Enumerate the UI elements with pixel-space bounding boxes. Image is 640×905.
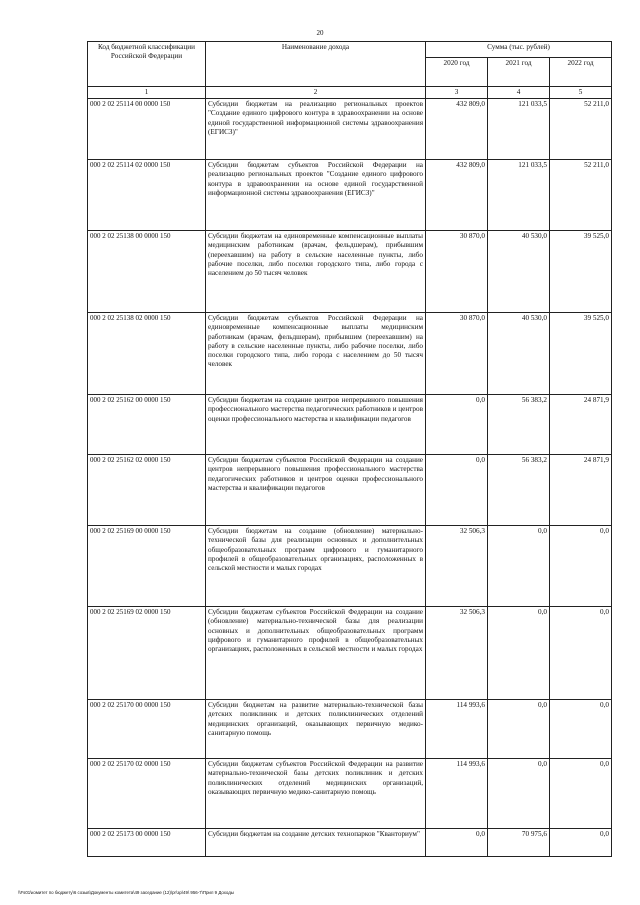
value-2022: 0,0 xyxy=(550,526,612,607)
revenue-name: Субсидии бюджетам субъектов Российской Федерации на развитие материально-технической базы детских поликлиник и детских поликлинических отделений медицинских организаций, оказывающих первичную медико-санитарную помощь xyxy=(206,759,426,829)
value-2022: 24 871,9 xyxy=(550,395,612,455)
file-path-footer: \\Fs01\комитет по бюджету\6 созыв\Документы комитета\49 заседание (12)\рг\зр\49\ 956-7\Прил 9 Доходы xyxy=(18,890,234,895)
table-row xyxy=(88,829,612,857)
budget-code: 000 2 02 25114 00 0000 150 xyxy=(88,99,206,160)
budget-code: 000 2 02 25169 02 0000 150 xyxy=(88,607,206,700)
value-2020: 0,0 xyxy=(426,395,488,455)
value-2020: 114 993,6 xyxy=(426,759,488,829)
budget-code: 000 2 02 25170 02 0000 150 xyxy=(88,759,206,829)
header-year-2020: 2020 год xyxy=(426,58,488,87)
revenue-name: Субсидии бюджетам на создание (обновление) материально-технической базы для реализации основных и дополнительных общеобразовательных программ цифрового и гуманитарного профилей в общеобразовательных организациях, расположенных в сельской местности и малых городах xyxy=(206,526,426,607)
value-2022: 0,0 xyxy=(550,829,612,857)
value-2021: 0,0 xyxy=(488,700,550,759)
table-row xyxy=(88,759,612,829)
value-2020: 32 506,3 xyxy=(426,607,488,700)
table-row xyxy=(88,160,612,231)
value-2022: 52 211,0 xyxy=(550,99,612,160)
revenue-name: Субсидии бюджетам на создание детских технопарков "Кванториум" xyxy=(206,829,426,857)
budget-code: 000 2 02 25138 02 0000 150 xyxy=(88,313,206,395)
revenue-name: Субсидии бюджетам на создание центров непрерывного повышения профессионального мастерства педагогических работников и центров оценки профессионального мастерства и квалификации педагогов xyxy=(206,395,426,455)
value-2022: 39 525,0 xyxy=(550,313,612,395)
value-2022: 24 871,9 xyxy=(550,455,612,526)
value-2020: 30 870,0 xyxy=(426,231,488,313)
revenue-name: Субсидии бюджетам на единовременные компенсационные выплаты медицинским работникам (врачам, фельдшерам), прибывшим (переехавшим) на работу в сельские населенные пункты, либо рабочие поселки, либо поселки городского типа, либо города с населением до 50 тысяч человек xyxy=(206,231,426,313)
value-2020: 432 809,0 xyxy=(426,160,488,231)
header-code: Код бюджетной классификации Российской Федерации xyxy=(88,42,206,87)
budget-code: 000 2 02 25138 00 0000 150 xyxy=(88,231,206,313)
value-2020: 32 506,3 xyxy=(426,526,488,607)
value-2022: 52 211,0 xyxy=(550,160,612,231)
value-2020: 432 809,0 xyxy=(426,99,488,160)
revenue-name: Субсидии бюджетам субъектов Российской Федерации на создание центров непрерывного повышения профессионального мастерства педагогических работников и центров оценки профессионального мастерства и квалификации педагогов xyxy=(206,455,426,526)
value-2021: 40 530,0 xyxy=(488,231,550,313)
value-2021: 121 033,5 xyxy=(488,160,550,231)
value-2021: 70 975,6 xyxy=(488,829,550,857)
revenue-name: Субсидии бюджетам на реализацию региональных проектов "Создание единого цифрового контура в здравоохранении на основе единой государственной информационной системы здравоохранения (ЕГИСЗ)" xyxy=(206,99,426,160)
budget-code: 000 2 02 25173 00 0000 150 xyxy=(88,829,206,857)
header-sum: Сумма (тыс. рублей) xyxy=(426,42,612,58)
value-2022: 0,0 xyxy=(550,607,612,700)
value-2021: 56 383,2 xyxy=(488,455,550,526)
revenue-name: Субсидии бюджетам субъектов Российской Федерации на реализацию региональных проектов "Создание единого цифрового контура в здравоохранении на основе единой государственной информационной системы здравоохранения (ЕГИСЗ)" xyxy=(206,160,426,231)
table-row xyxy=(88,455,612,526)
revenue-name: Субсидии бюджетам субъектов Российской Федерации на создание (обновление) материально-технической базы для реализации основных и дополнительных общеобразовательных программ цифрового и гуманитарного профилей в общеобразовательных организациях, расположенных в сельской местности и малых городах xyxy=(206,607,426,700)
value-2021: 0,0 xyxy=(488,526,550,607)
budget-code: 000 2 02 25170 00 0000 150 xyxy=(88,700,206,759)
revenue-name: Субсидии бюджетам субъектов Российской Федерации на единовременные компенсационные выплаты медицинским работникам (врачам, фельдшерам), прибывшим (переехавшим) на работу в сельские населенные пункты, либо рабочие поселки, либо поселки городского типа, либо города с населением до 50 тысяч человек xyxy=(206,313,426,395)
table-row xyxy=(88,395,612,455)
budget-code: 000 2 02 25162 00 0000 150 xyxy=(88,395,206,455)
revenue-name: Субсидии бюджетам на развитие материально-технической базы детских поликлиник и детских поликлинических отделений медицинских организаций, оказывающих первичную медико-санитарную помощь xyxy=(206,700,426,759)
value-2022: 39 525,0 xyxy=(550,231,612,313)
column-number: 2 xyxy=(206,87,426,99)
value-2021: 56 383,2 xyxy=(488,395,550,455)
value-2020: 114 993,6 xyxy=(426,700,488,759)
budget-code: 000 2 02 25114 02 0000 150 xyxy=(88,160,206,231)
value-2021: 40 530,0 xyxy=(488,313,550,395)
value-2021: 121 033,5 xyxy=(488,99,550,160)
value-2022: 0,0 xyxy=(550,700,612,759)
table-row xyxy=(88,700,612,759)
column-number: 3 xyxy=(426,87,488,99)
budget-code: 000 2 02 25162 02 0000 150 xyxy=(88,455,206,526)
value-2021: 0,0 xyxy=(488,759,550,829)
table-row xyxy=(88,231,612,313)
table-row xyxy=(88,526,612,607)
value-2021: 0,0 xyxy=(488,607,550,700)
value-2022: 0,0 xyxy=(550,759,612,829)
table-row xyxy=(88,607,612,700)
header-year-2022: 2022 год xyxy=(550,58,612,87)
header-year-2021: 2021 год xyxy=(488,58,550,87)
value-2020: 0,0 xyxy=(426,829,488,857)
page-number: 20 xyxy=(316,29,324,37)
table-row xyxy=(88,313,612,395)
column-number: 1 xyxy=(88,87,206,99)
column-number: 4 xyxy=(488,87,550,99)
value-2020: 0,0 xyxy=(426,455,488,526)
table-row xyxy=(88,99,612,160)
budget-code: 000 2 02 25169 00 0000 150 xyxy=(88,526,206,607)
header-name: Наименование дохода xyxy=(206,42,426,87)
budget-revenue-table xyxy=(87,41,612,857)
column-number: 5 xyxy=(550,87,612,99)
value-2020: 30 870,0 xyxy=(426,313,488,395)
